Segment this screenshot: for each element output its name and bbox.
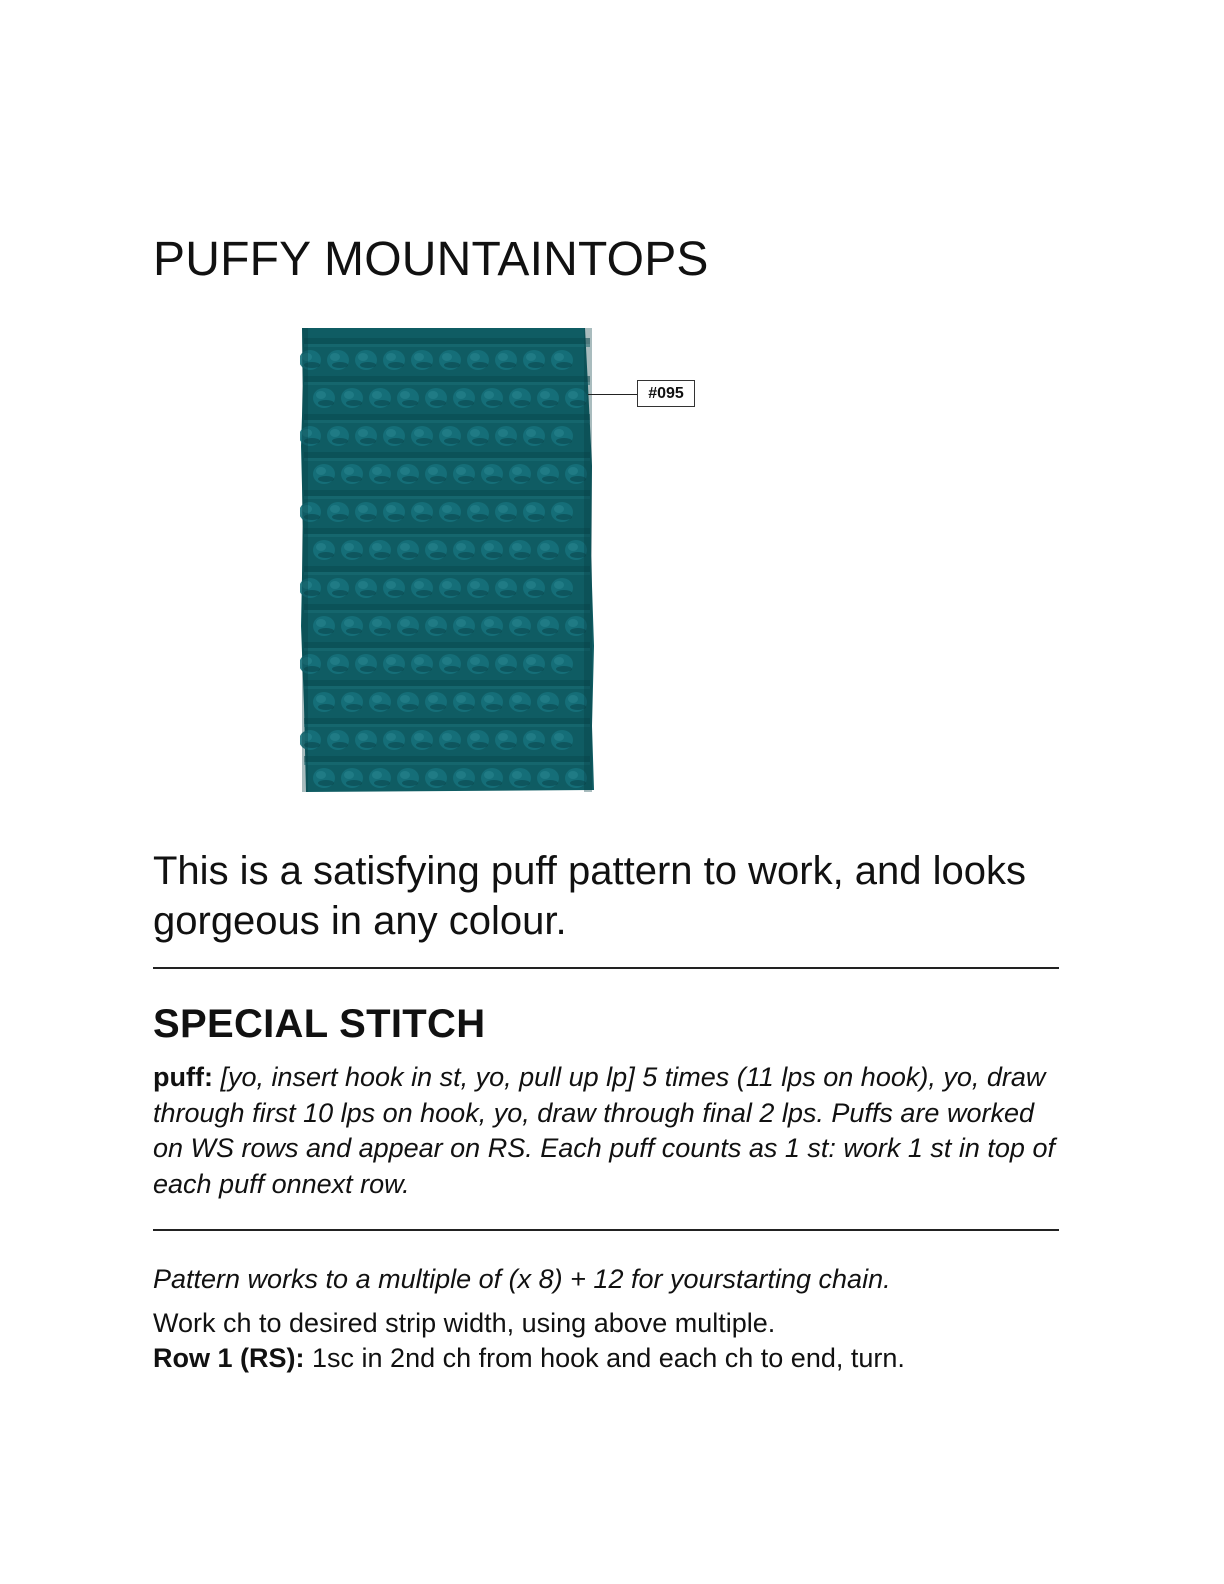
swatch-leader-line [588, 394, 638, 395]
special-stitch-heading: SPECIAL STITCH [153, 1002, 486, 1046]
stitch-term: puff: [153, 1062, 213, 1092]
page-title: PUFFY MOUNTAINTOPS [153, 233, 709, 286]
swatch-number-tag: #095 [637, 380, 695, 407]
intro-text: This is a satisfying puff pattern to work, and looks gorgeous in any colour. [153, 849, 1027, 943]
stitch-definition-text: [yo, insert hook in st, yo, pull up lp] 5 times (11 lps on hook), yo, draw through first 10 lps on hook, yo, draw through final 2 lps. Puffs are worked on WS rows and appear on RS. Each puff counts as 1 st: work 1 st in top of each puff onnext row. [153, 1062, 1055, 1199]
divider [153, 967, 1059, 969]
row-1-instruction [153, 1341, 1059, 1376]
multiple-note: Pattern works to a multiple of (x 8) + 12 for yourstarting chain. [153, 1264, 891, 1294]
row-1-label: Row 1 (RS): [153, 1343, 305, 1373]
work-instruction: Work ch to desired strip width, using above multiple. [153, 1308, 776, 1338]
row-1-text: 1sc in 2nd ch from hook and each ch to end, turn. [312, 1343, 905, 1373]
swatch-photo [300, 326, 600, 796]
divider [153, 1229, 1059, 1231]
crochet-swatch-image [300, 326, 600, 796]
special-stitch-definition [153, 1060, 1059, 1202]
